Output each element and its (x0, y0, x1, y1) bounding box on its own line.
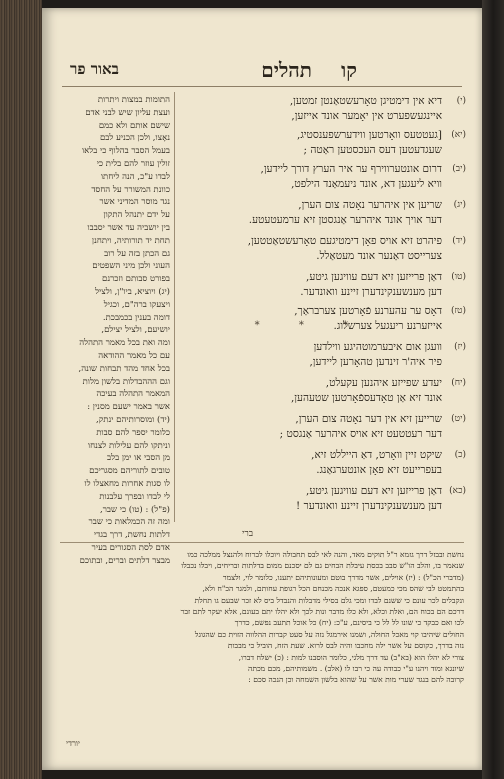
footnote-line: צורי לא יהלו הוא (בא"ב) עד דרך מלגי, כלומר הוסבנו למות : (כ) ישלח דברו, (238, 652, 464, 662)
commentary-line: וניתקו להם עלילות לצנחו (87, 440, 170, 451)
verse-line: דאַן פרייזען זיא דעם עוויגען גיטע, (306, 271, 442, 283)
commentary-line: ויצעקו ברה"ם, וכגיל (103, 299, 170, 310)
catchword-middle: ברי (242, 529, 254, 539)
commentary-line: על ידם יתנהל התקון (103, 210, 170, 221)
commentary-line: תחת יד תורותיה, ויתחנן (91, 235, 170, 246)
verse-line: דער אויך אונד איהרער אַנגסטן זיא ערמעטעטע. (248, 214, 442, 226)
verse (184, 412, 466, 442)
verse-line: שריען אין איהרער נאָטה צום הערן, (298, 199, 442, 211)
commentary-line: נאָצו, ולכן הכניע לבם (100, 133, 170, 144)
verse-number: (כא) (449, 486, 466, 496)
commentary-line: בעמל הסבר בהלוף כי בלאו (82, 146, 170, 157)
verse-line: פיר איה'ר זינדען טהאָרען ליידען, (309, 356, 442, 368)
verse-number: (יב) (452, 164, 466, 174)
catchword-bottom: יורדי (66, 739, 81, 748)
verse-line: אייזערנע ריעגעל צערשלוג. (333, 320, 442, 332)
verse-number: (י) (456, 96, 466, 106)
commentary-line: דומה בענין בכמבכת. (102, 312, 170, 323)
commentary-line: המאמר התהלה בעיכה (96, 389, 170, 400)
verse-line: דער רעטטעט זיא אויס איהרער אַנגסט ; (279, 428, 442, 440)
commentary-line: זולין עוזר להם בלית כי (96, 158, 170, 169)
footnote-line: החולים שיהיבו קוי מאכל החולה, ושמנו אירמגל נזה על סעט קברות ההלווה הזוית כם שהגוגל (194, 629, 464, 639)
commentary-line: בפורט סבותם וזכרנם (102, 274, 170, 285)
commentary-line: בכל אחד מהד תבחות שונה, (78, 363, 170, 374)
verse-line: איינגעשפערט אין יאָמער אונד אייזען, (291, 110, 442, 122)
verse-number: (טז) (451, 306, 466, 316)
commentary-line: (פ"ל) : (טו) כי שבר, (100, 504, 170, 515)
commentary-line: בין יושביה עד אשר יסבבו (87, 222, 170, 233)
footnote-line: דרכם הם בכוח הם, ואלת וכלא, ולא כלו מדבר ונות לכך ולא יהלו יתם בעונם, אלא יעקר לתם זבר (180, 607, 464, 617)
verse-line: וועגן אום איבערמוטהיגע ווילדען (313, 341, 442, 353)
commentary-line: (יג) ויוציא, ביו"ן, ולציל (95, 286, 170, 297)
commentary-line: אשר באמר ישעם מסנין : (87, 402, 170, 413)
commentary-line: נגד מוסר המדיני אשר (99, 197, 170, 208)
verse (184, 162, 466, 192)
footnote-line: נזה בדרך, כקוסם על אשר ילה מחכבו והיה לבס לרוא. שעת הזח, הוביל כי מבבות (227, 641, 464, 651)
verse (184, 448, 466, 478)
verse-line: בעפרייעט זיא פאָן אונטערגאַנג. (316, 464, 442, 476)
commentary-line: כלומר יספר להם סבות (96, 427, 170, 438)
commentary-column (64, 94, 170, 566)
commentary-line: דלתות נחשת, דרך בגדי (93, 530, 170, 541)
verse-number: (יז) (454, 342, 466, 352)
translation-column (184, 94, 466, 524)
verse-line: שיקט זיין וואָרט, דאַ הייללט זיא, (311, 449, 442, 461)
column-divider (174, 92, 175, 522)
commentary-line: לו סגות אחרות מחאצלו לו (84, 478, 170, 489)
commentary-line: שישם אותם ולא כמם (98, 120, 170, 131)
commentary-line: וגם הההבדלות בלשון מלות (82, 376, 170, 387)
header-page-number: קו (341, 58, 357, 82)
verse-number: (כ) (454, 450, 466, 460)
commentary-line: מבצר דלתים וברים, ובתוכם (79, 555, 170, 566)
footnote-line: לכו ואם כבקד כי שונו לל לל כי ביסינם, ע"כ: (יח) כל אוכל תתעב נפשם, כדרך (234, 618, 464, 628)
commentary-line: לי לבדו ובפרך עלבנות (99, 491, 170, 502)
footnote-line: שיונגא ומוד ויהנו ע"י כבודה עה כי רבו לו (אלב) . משמותיהם, מכם מכתה (247, 664, 464, 674)
footnote-line: ונקבלים לכר עונם כי ששנם לבדו ומכי גלם בסילי מדבלות והנבדל ביס לא זכר שבעם גו תחלת (194, 595, 464, 605)
running-header (62, 58, 462, 87)
commentary-line: התומות במצות ויתרות (97, 95, 170, 105)
verse-line: צערייסט דאַנער אונד מעטאַלל. (316, 250, 442, 262)
verse-line: פיהרט זיא אויס פאָן דימטיגעם טאָרעשטאַטטען, (247, 235, 442, 247)
header-commentary-title: באור פר (70, 60, 119, 78)
verse (184, 234, 466, 264)
verse-line: יעדע שפייזע איהנען עקעלט, (325, 377, 442, 389)
commentary-line: ומה ואת בכל מאמר התהלה (79, 338, 170, 349)
footnote-line: נחשת ובבזל דרך גזמא ר"ל תוקים מאד, והנה לאי לבס תחבולה ויוכלו לברוח ולהנצל ממלכה כמו (187, 550, 464, 559)
commentary-line: לבדו ע"כ, הנה ליחתו (100, 171, 170, 182)
verse (184, 376, 466, 406)
footnote-line: בהתמטט לבי שהס מכי כמעטם, ספגא אנכה מכנחם הכל רגופת עחותם, ולמגר הכ"ח ולא, (202, 584, 464, 594)
commentary-line: ועצת עליון שיש לבני אדם (85, 107, 170, 118)
header-title: תהלים (261, 58, 312, 82)
verse (184, 198, 466, 228)
commentary-line: טובים לתוריהם מסגריכם (89, 466, 170, 477)
verse-line: שעגדעטען דעס העכסטען ראַטה ; (303, 144, 442, 156)
verse-line: שרייען זיא אין דער נאָטה צום הערן, (295, 413, 442, 425)
footnote-block (60, 542, 464, 686)
commentary-line: גם הכתן בזה על רוב (104, 248, 170, 259)
verse-line: דאַן פרייזען זיא דעם עוויגען גיטע, (306, 485, 442, 497)
verse-line: דען מענשענקינדערן זיינע וואונדער. (300, 286, 442, 298)
verse (184, 94, 466, 124)
section-divider-stars: * * * (254, 320, 366, 331)
verse (184, 340, 466, 370)
verse-line: דען מענשענקינדערן זיינע וואונדער ! (296, 500, 442, 512)
verse (184, 484, 466, 514)
commentary-line: יושיעם, ולציל יצילם, (101, 325, 170, 336)
verse-number: (יג) (453, 200, 466, 210)
commentary-line: אדם לסת הסגורים בעיר (91, 542, 170, 553)
commentary-line: מן הסבי או ימן בלב (107, 453, 170, 464)
book-spine-shadow (482, 0, 504, 779)
verse-number: (יט) (451, 414, 466, 424)
book-page-edges (0, 0, 42, 779)
verse-line: דרום אונטערווירף ער איר הערץ דורך ליידען, (260, 163, 442, 175)
footnote-line: (מדברי הכ"ל) : (יז) אוילים, אשר מדרך בוטם ומעונותיהם יתענו, כלומר לוי, ולצמר (222, 572, 464, 582)
commentary-line: עם כל מאמר ההודאה (98, 350, 170, 361)
verse-line: [געטטעס וואָרטען ווידערשפענסטיג, (296, 129, 442, 141)
verse-number: (טו) (451, 272, 466, 282)
verse (184, 128, 466, 158)
verse-line: דיא אין דימטיגן טאָרעשטאַנטן זמטען, (289, 95, 442, 107)
commentary-line: העוני ולכן מיני השפטים (92, 261, 170, 272)
verse-number: (יח) (451, 378, 466, 388)
verse-line: אונד זיא אַן טאָדעספֿאָרטען שטעהען, (290, 392, 442, 404)
verse-number: (יד) (452, 236, 466, 246)
verse (184, 270, 466, 300)
commentary-line: ומה זה הכמלאות כי שבר (88, 517, 170, 528)
footnote-line: שנאמר בו, והלב הו"ש סבב בכסת עיבלת הבחים גם לם יסכנם ממום בדלתות ובריחים, ויבלו נכבלו (181, 561, 464, 571)
verse-line: דאָס ער עהערנע פֿאָרטען צערבראַך, (294, 305, 442, 317)
commentary-line: (יד) ומוסרותיהם ינתק, (96, 414, 170, 425)
verse-number: (יא) (451, 130, 466, 140)
book-page (42, 8, 482, 770)
verse-line: וויא ליעגען דא, אונד ניעמאַנד הילפט, (291, 178, 442, 190)
commentary-line: כוונת המשורר על החסד (91, 184, 170, 195)
footnote-line: קרובה להם בנגד שערי מות אשר על שהוא בלשון השמחה וכן הנכה סכם : (248, 675, 464, 685)
